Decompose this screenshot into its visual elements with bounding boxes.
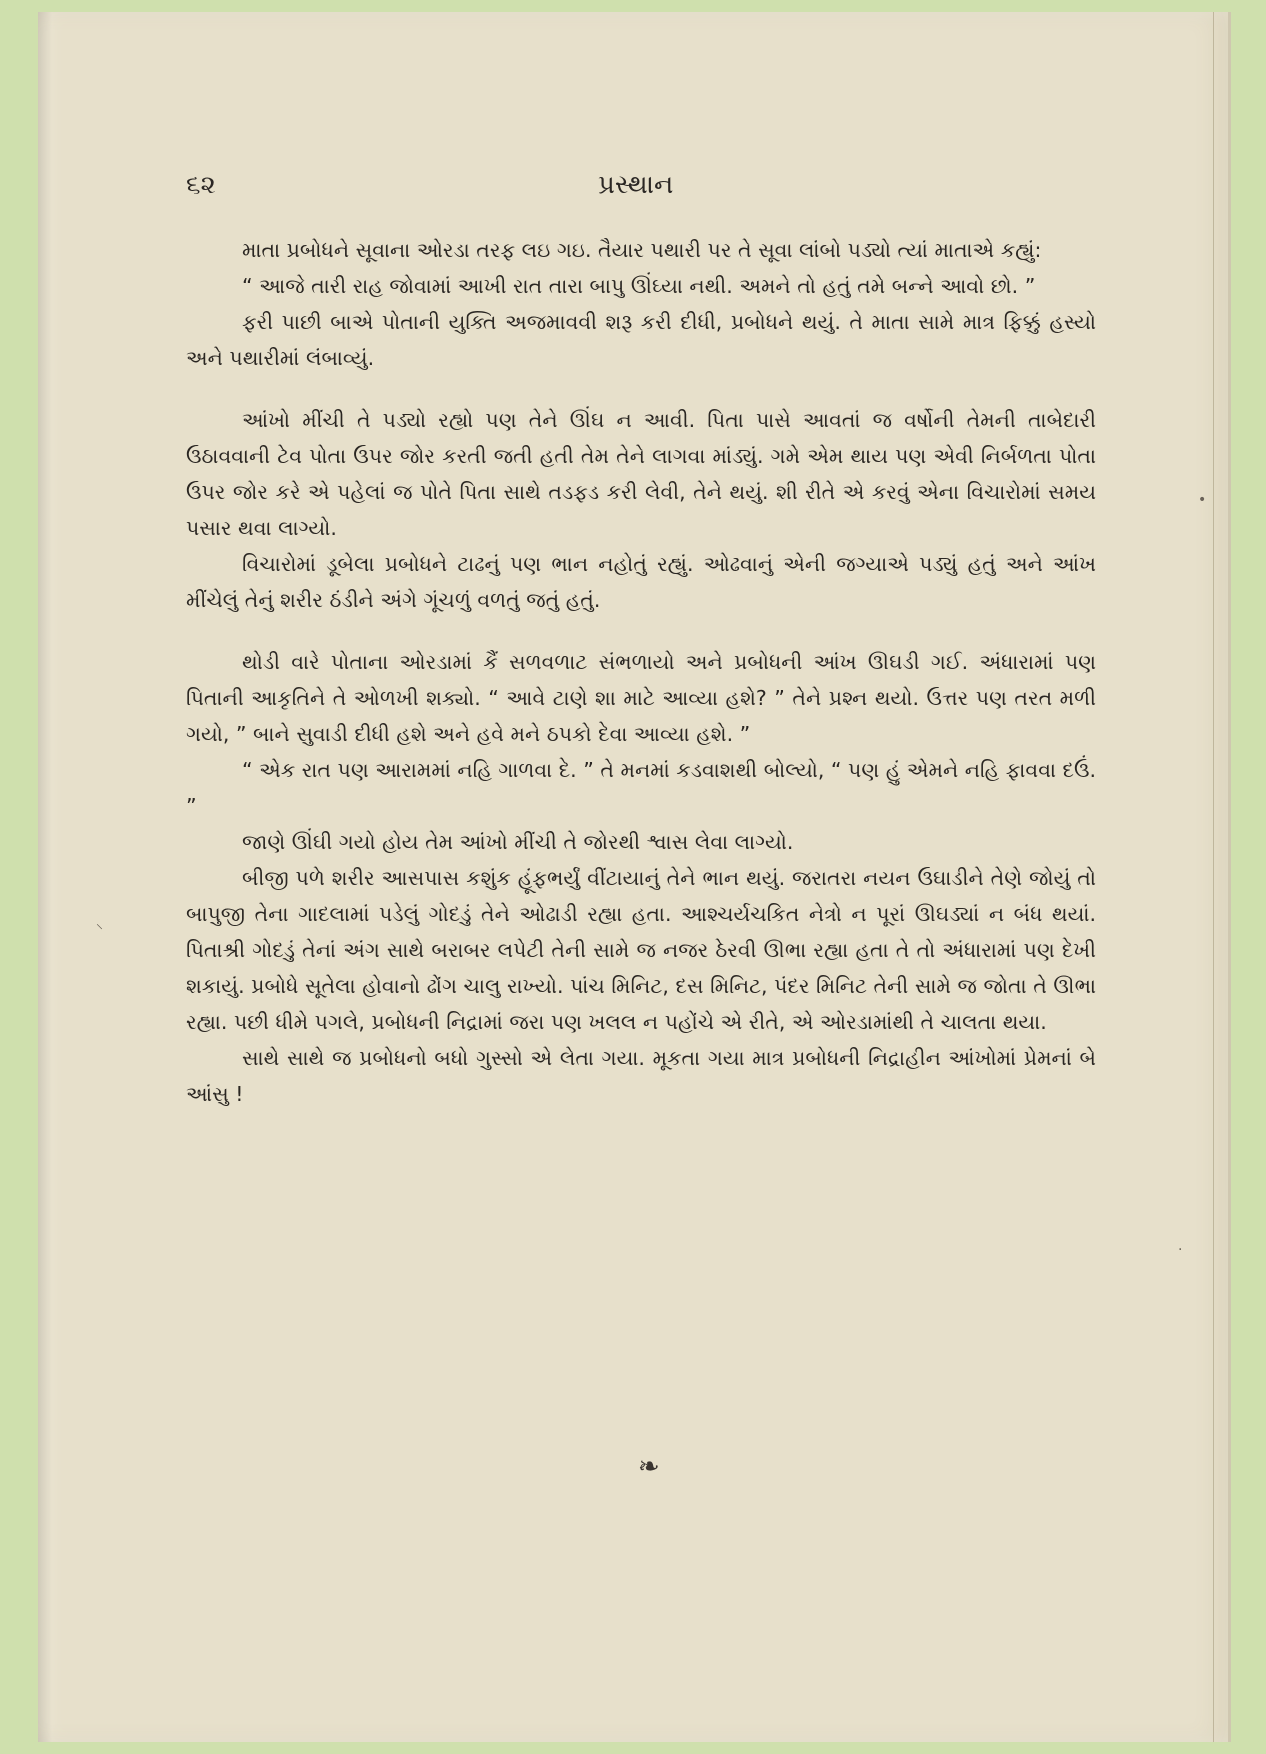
paragraph: ફરી પાછી બાએ પોતાની યુક્તિ અજમાવવી શરૂ કરી દીધી, પ્રબોધને થયું. તે માતા સામે માત્ર ફિક્કું હસ્યો અને પથારીમાં લંબાવ્યું. (186, 310, 1096, 370)
end-ornament-icon: ❧ (638, 1452, 660, 1482)
paragraph: આંખો મીંચી તે પડ્યો રહ્યો પણ તેને ઊંઘ ન આવી. પિતા પાસે આવતાં જ વર્ષોની તેમની તાબેદારી ઉઠાવવાની ટેવ પોતા ઉપર જોર કરતી જતી હતી તેમ તેને લાગવા માંડ્યું. ગમે એમ થાય પણ એવી નિર્બળતા પોતા ઉપર જોર કરે એ પહેલાં જ પોતે પિતા સાથે તડફડ કરી લેવી, તેને થયું. શી રીતે એ કરવું એના વિચારોમાં સમય પસાર થવા લાગ્યો. (186, 408, 1096, 540)
page-number: ૬૨ (186, 170, 216, 200)
paragraph: જાણે ઊંઘી ગયો હોય તેમ આંખો મીંચી તે જોરથી શ્વાસ લેવા લાગ્યો. (242, 830, 794, 854)
paper-speck: · (1178, 1242, 1183, 1258)
paragraph: વિચારોમાં ડૂબેલા પ્રબોધને ટાઢનું પણ ભાન નહોતું રહ્યું. ઓઢવાનું એની જગ્યાએ પડ્યું હતું અને આંખ મીંચેલું તેનું શરીર ઠંડીને અંગે ગૂંચળું વળતું જતું હતું. (186, 552, 1096, 612)
running-title: પ્રસ્થાન (598, 170, 674, 200)
paragraph: સાથે સાથે જ પ્રબોધનો બધો ગુસ્સો એ લેતા ગયા. મૂકતા ગયા માત્ર પ્રબોધની નિદ્રાહીન આંખોમાં પ્રેમનાં બે આંસુ ! (186, 1046, 1096, 1106)
page-edge (1213, 12, 1220, 1742)
page-spine-shadow (38, 12, 52, 1742)
book-page (38, 12, 1231, 1742)
paragraph: થોડી વારે પોતાના ઓરડામાં કૈં સળવળાટ સંભળાયો અને પ્રબોધની આંખ ઊઘડી ગઈ. અંધારામાં પણ પિતાની આકૃતિને તે ઓળખી શક્યો. “ આવે ટાણે શા માટે આવ્યા હશે? ” તેને પ્રશ્ન થયો. ઉત્તર પણ તરત મળી ગયો, ” બાને સુવાડી દીધી હશે અને હવે મને ઠપકો દેવા આવ્યા હશે. ” (186, 650, 1096, 746)
paper-speck: • (1198, 492, 1207, 508)
paragraph: બીજી પળે શરીર આસપાસ કશુંક હૂંફભર્યું વીંટાયાનું તેને ભાન થયું. જરાતરા નયન ઉઘાડીને તેણે જોયું તો બાપુજી તેના ગાદલામાં પડેલું ગોદડું તેને ઓઢાડી રહ્યા હતા. આશ્ચર્યચકિત નેત્રો ન પૂરાં ઊઘડ્યાં ન બંધ થયાં. પિતાશ્રી ગોદડું તેનાં અંગ સાથે બરાબર લપેટી તેની સામે જ નજર ઠેરવી ઊભા રહ્યા હતા તે તો અંધારામાં પણ દેખી શકાયું. પ્રબોધે સૂતેલા હોવાનો ઢોંગ ચાલુ રાખ્યો. પાંચ મિનિટ, દસ મિનિટ, પંદર મિનિટ તેની સામે જ જોતા તે ઊભા રહ્યા. પછી ધીમે પગલે, પ્રબોધની નિદ્રામાં જરા પણ ખલલ ન પહોંચે એ રીતે, એ ઓરડામાંથી તે ચાલતા થયા. (186, 866, 1096, 1034)
paragraph: “ આજે તારી રાહ જોવામાં આખી રાત તારા બાપુ ઊંઘ્યા નથી. અમને તો હતું તમે બન્ને આવો છો. ” (242, 274, 1036, 298)
paragraph: “ એક રાત પણ આરામમાં નહિ ગાળવા દે. ” તે મનમાં કડવાશથી બોલ્યો, “ પણ હું એમને નહિ ફાવવા દઉં. ” (186, 758, 1096, 818)
paper-speck: ⸌ (96, 922, 103, 938)
paragraph: માતા પ્રબોધને સૂવાના ઓરડા તરફ લઇ ગઇ. તૈયાર પથારી પર તે સૂવા લાંબો પડ્યો ત્યાં માતાએ કહ્યું: (242, 238, 1042, 262)
body-text (186, 232, 1096, 1112)
